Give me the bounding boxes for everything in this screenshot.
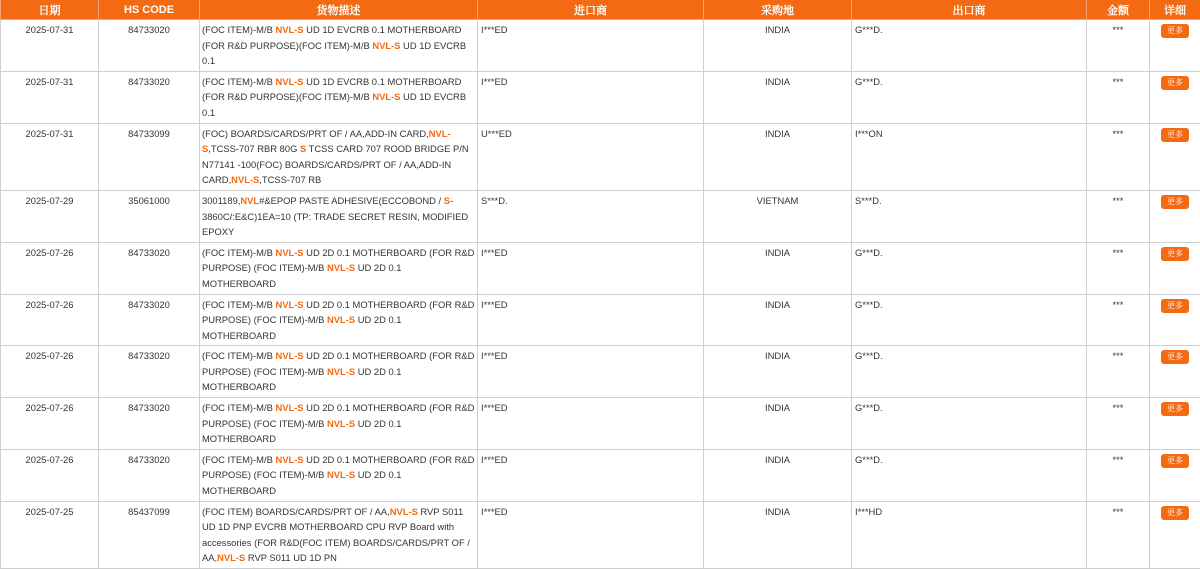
detail-cell: [1150, 294, 1200, 346]
hs-code-cell: 84733020: [99, 71, 200, 123]
column-header-date[interactable]: 日期: [1, 0, 99, 20]
more-button[interactable]: 更多: [1161, 454, 1189, 468]
amount-cell: ***: [1087, 398, 1150, 450]
description-text: (FOC ITEM)-M/B: [202, 76, 275, 87]
description-cell: [200, 190, 478, 242]
keyword-highlight: NVL-S: [327, 366, 355, 377]
amount-cell: ***: [1087, 123, 1150, 190]
date-cell: 2025-07-31: [1, 71, 99, 123]
exporter-cell: S***D.: [852, 190, 1087, 242]
description-text: (FOC ITEM)-M/B: [202, 402, 275, 413]
origin-cell: INDIA: [704, 242, 852, 294]
origin-cell: INDIA: [704, 20, 852, 72]
description-text: ,TCSS-707 RBR 80G: [208, 143, 300, 154]
description-text: (FOC ITEM)-M/B: [202, 299, 275, 310]
description-text: UD 2D 0.1 MOTHERBOARD: [202, 469, 402, 496]
table-row: [1, 242, 1200, 294]
amount-cell: ***: [1087, 294, 1150, 346]
exporter-cell: G***D.: [852, 346, 1087, 398]
description-text: UD 2D 0.1 MOTHERBOARD (FOR R&D PURPOSE) (FOC ITEM)-M/B: [202, 402, 474, 429]
more-button[interactable]: 更多: [1161, 128, 1189, 142]
hs-code-cell: 84733020: [99, 20, 200, 72]
hs-code-cell: 84733020: [99, 294, 200, 346]
more-button[interactable]: 更多: [1161, 299, 1189, 313]
column-header-description[interactable]: 货物描述: [200, 0, 478, 20]
date-cell: 2025-07-29: [1, 190, 99, 242]
origin-cell: INDIA: [704, 346, 852, 398]
keyword-highlight: NVL-S: [275, 247, 303, 258]
description-text: (FOC ITEM)-M/B: [202, 350, 275, 361]
keyword-highlight: NVL-S: [327, 314, 355, 325]
keyword-highlight: S: [300, 143, 306, 154]
description-text: UD 1D EVCRB 0.1: [202, 40, 466, 67]
keyword-highlight: NVL-S: [275, 76, 303, 87]
description-text: UD 1D EVCRB 0.1: [202, 91, 466, 118]
description-text: UD 1D EVCRB 0.1 MOTHERBOARD (FOR R&D PURPOSE)(FOC ITEM)-M/B: [202, 24, 461, 51]
more-button[interactable]: 更多: [1161, 195, 1189, 209]
importer-cell: I***ED: [478, 20, 704, 72]
description-text: ,TCSS-707 RB: [259, 174, 321, 185]
date-cell: 2025-07-26: [1, 398, 99, 450]
description-text: (FOC ITEM)-M/B: [202, 454, 275, 465]
importer-cell: I***ED: [478, 71, 704, 123]
detail-cell: [1150, 398, 1200, 450]
description-cell: [200, 294, 478, 346]
keyword-highlight: NVL: [240, 195, 259, 206]
description-text: UD 2D 0.1 MOTHERBOARD: [202, 418, 402, 445]
table-row: [1, 501, 1200, 568]
date-cell: 2025-07-31: [1, 20, 99, 72]
origin-cell: INDIA: [704, 71, 852, 123]
table-row: [1, 294, 1200, 346]
column-header-detail: 详细: [1150, 0, 1200, 20]
table-row: [1, 20, 1200, 72]
detail-cell: [1150, 123, 1200, 190]
keyword-highlight: NVL-S: [202, 128, 451, 155]
exporter-cell: G***D.: [852, 449, 1087, 501]
origin-cell: INDIA: [704, 294, 852, 346]
keyword-highlight: NVL-S: [275, 350, 303, 361]
detail-cell: [1150, 242, 1200, 294]
description-text: UD 2D 0.1 MOTHERBOARD: [202, 314, 402, 341]
keyword-highlight: NVL-S: [275, 299, 303, 310]
more-button[interactable]: 更多: [1161, 247, 1189, 261]
keyword-highlight: S: [444, 195, 450, 206]
importer-cell: I***ED: [478, 346, 704, 398]
date-cell: 2025-07-26: [1, 294, 99, 346]
description-text: UD 2D 0.1 MOTHERBOARD (FOR R&D PURPOSE) (FOC ITEM)-M/B: [202, 454, 474, 481]
date-cell: 2025-07-26: [1, 346, 99, 398]
table-row: [1, 449, 1200, 501]
more-button[interactable]: 更多: [1161, 506, 1189, 520]
hs-code-cell: 84733020: [99, 242, 200, 294]
detail-cell: [1150, 190, 1200, 242]
column-header-hs-code[interactable]: HS CODE: [99, 0, 200, 20]
more-button[interactable]: 更多: [1161, 402, 1189, 416]
description-cell: [200, 71, 478, 123]
keyword-highlight: NVL-S: [275, 24, 303, 35]
table-row: [1, 123, 1200, 190]
description-text: UD 2D 0.1 MOTHERBOARD: [202, 366, 402, 393]
amount-cell: ***: [1087, 346, 1150, 398]
amount-cell: ***: [1087, 449, 1150, 501]
description-cell: [200, 20, 478, 72]
importer-cell: U***ED: [478, 123, 704, 190]
description-text: UD 2D 0.1 MOTHERBOARD: [202, 262, 402, 289]
origin-cell: INDIA: [704, 449, 852, 501]
amount-cell: ***: [1087, 501, 1150, 568]
amount-cell: ***: [1087, 190, 1150, 242]
description-cell: [200, 449, 478, 501]
hs-code-cell: 84733020: [99, 449, 200, 501]
importer-cell: I***ED: [478, 242, 704, 294]
description-text: RVP S011 UD 1D PN: [245, 552, 337, 563]
origin-cell: INDIA: [704, 123, 852, 190]
description-text: (FOC ITEM)-M/B: [202, 247, 275, 258]
origin-cell: INDIA: [704, 398, 852, 450]
amount-cell: ***: [1087, 71, 1150, 123]
description-text: (FOC ITEM) BOARDS/CARDS/PRT OF / AA,: [202, 506, 390, 517]
more-button[interactable]: 更多: [1161, 76, 1189, 90]
description-text: (FOC) BOARDS/CARDS/PRT OF / AA,ADD-IN CARD,: [202, 128, 429, 139]
importer-cell: S***D.: [478, 190, 704, 242]
keyword-highlight: NVL-S: [372, 40, 400, 51]
hs-code-cell: 85437099: [99, 501, 200, 568]
keyword-highlight: NVL-S: [372, 91, 400, 102]
description-text: #&EPOP PASTE ADHESIVE(ECCOBOND /: [259, 195, 444, 206]
column-header-amount[interactable]: 金额: [1087, 0, 1150, 20]
keyword-highlight: NVL-S: [275, 402, 303, 413]
description-text: 3001189,: [202, 195, 240, 206]
date-cell: 2025-07-26: [1, 242, 99, 294]
description-cell: [200, 242, 478, 294]
importer-cell: I***ED: [478, 449, 704, 501]
description-text: UD 2D 0.1 MOTHERBOARD (FOR R&D PURPOSE) (FOC ITEM)-M/B: [202, 350, 474, 377]
detail-cell: [1150, 20, 1200, 72]
keyword-highlight: NVL-S: [217, 552, 245, 563]
hs-code-cell: 35061000: [99, 190, 200, 242]
date-cell: 2025-07-31: [1, 123, 99, 190]
exporter-cell: G***D.: [852, 294, 1087, 346]
description-cell: [200, 346, 478, 398]
hs-code-cell: 84733020: [99, 346, 200, 398]
hs-code-cell: 84733020: [99, 398, 200, 450]
exporter-cell: I***ON: [852, 123, 1087, 190]
exporter-cell: G***D.: [852, 398, 1087, 450]
description-text: TCSS CARD 707 ROOD BRIDGE P/N N77141 -100(FOC) BOARDS/CARDS/PRT OF / AA,ADD-IN CARD,: [202, 143, 469, 185]
importer-cell: I***ED: [478, 294, 704, 346]
description-cell: [200, 123, 478, 190]
detail-cell: [1150, 346, 1200, 398]
amount-cell: ***: [1087, 242, 1150, 294]
description-text: UD 2D 0.1 MOTHERBOARD (FOR R&D PURPOSE) (FOC ITEM)-M/B: [202, 299, 474, 326]
detail-cell: [1150, 501, 1200, 568]
keyword-highlight: NVL-S: [327, 469, 355, 480]
description-text: UD 2D 0.1 MOTHERBOARD (FOR R&D PURPOSE) (FOC ITEM)-M/B: [202, 247, 474, 274]
importer-cell: I***ED: [478, 398, 704, 450]
date-cell: 2025-07-26: [1, 449, 99, 501]
description-text: UD 1D EVCRB 0.1 MOTHERBOARD (FOR R&D PURPOSE)(FOC ITEM)-M/B: [202, 76, 461, 103]
more-button[interactable]: 更多: [1161, 24, 1189, 38]
keyword-highlight: NVL-S: [327, 418, 355, 429]
exporter-cell: G***D.: [852, 242, 1087, 294]
description-cell: [200, 501, 478, 568]
amount-cell: ***: [1087, 20, 1150, 72]
exporter-cell: I***HD: [852, 501, 1087, 568]
column-header-importer[interactable]: 进口商: [478, 0, 704, 20]
description-cell: [200, 398, 478, 450]
keyword-highlight: NVL-S: [275, 454, 303, 465]
table-row: [1, 346, 1200, 398]
table-row: [1, 190, 1200, 242]
more-button[interactable]: 更多: [1161, 350, 1189, 364]
keyword-highlight: NVL-S: [327, 262, 355, 273]
table-row: [1, 398, 1200, 450]
detail-cell: [1150, 71, 1200, 123]
column-header-exporter[interactable]: 出口商: [852, 0, 1087, 20]
column-header-origin[interactable]: 采购地: [704, 0, 852, 20]
exporter-cell: G***D.: [852, 20, 1087, 72]
origin-cell: VIETNAM: [704, 190, 852, 242]
description-text: -3860C/:E&C)1EA=10 (TP: TRADE SECRET RESIN, MODIFIED EPOXY: [202, 195, 468, 237]
detail-cell: [1150, 449, 1200, 501]
hs-code-cell: 84733099: [99, 123, 200, 190]
importer-cell: I***ED: [478, 501, 704, 568]
description-text: RVP S011 UD 1D PNP EVCRB MOTHERBOARD CPU RVP Board with accessories (FOR R&D(FOC ITEM) BOARDS/CARDS/PRT OF / AA,: [202, 506, 470, 564]
description-text: (FOC ITEM)-M/B: [202, 24, 275, 35]
keyword-highlight: NVL-S: [390, 506, 418, 517]
date-cell: 2025-07-25: [1, 501, 99, 568]
table-row: [1, 71, 1200, 123]
origin-cell: INDIA: [704, 501, 852, 568]
exporter-cell: G***D.: [852, 71, 1087, 123]
keyword-highlight: NVL-S: [231, 174, 259, 185]
table-header: [1, 0, 1200, 20]
